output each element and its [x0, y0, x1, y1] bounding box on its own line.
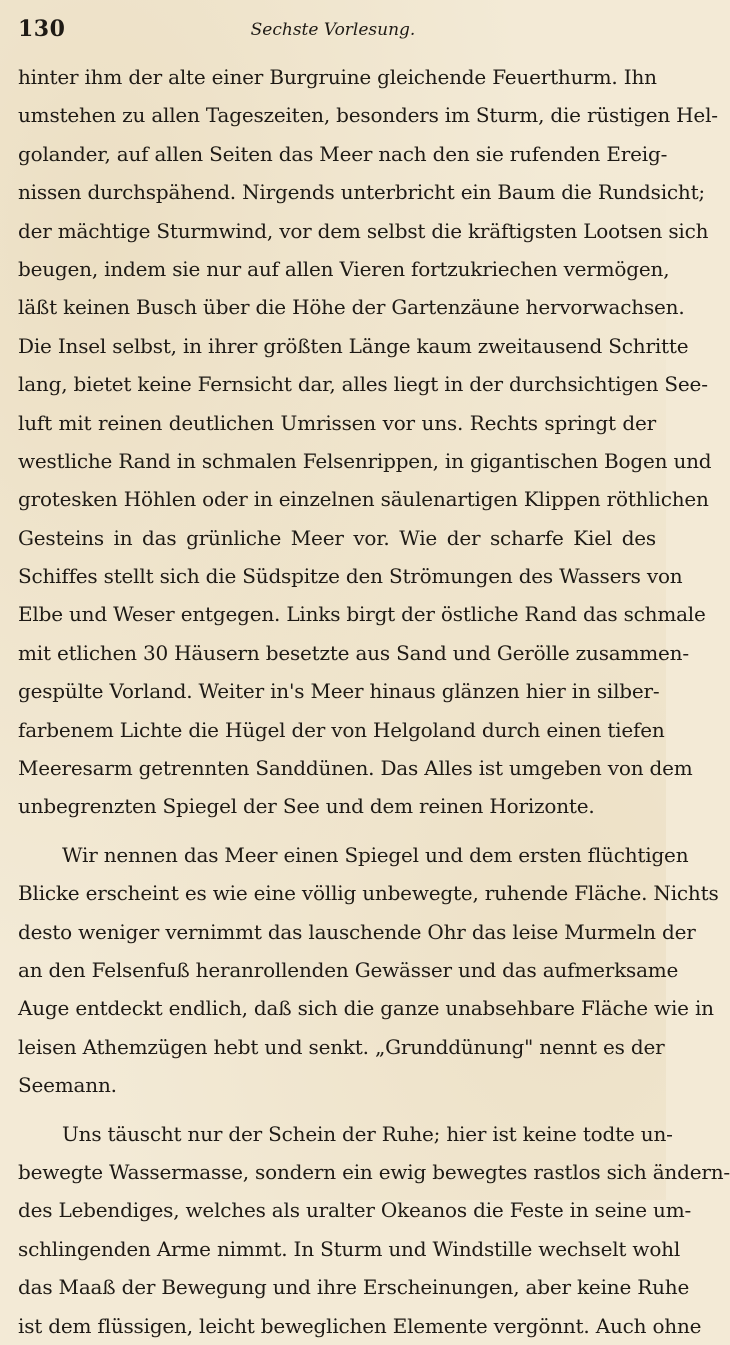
text-line: gespülte Vorland. Weiter in's Meer hinaus glänzen hier in silber-: [18, 679, 660, 704]
page-number: 130: [18, 16, 66, 42]
text-line: Die Insel selbst, in ihrer größten Länge kaum zweitausend Schritte: [18, 333, 689, 358]
text-line: Uns täuscht nur der Schein der Ruhe; hier ist keine todte un-: [62, 1121, 673, 1146]
paragraph: [18, 58, 718, 826]
running-head: [18, 14, 648, 50]
text-line: nissen durchspähend. Nirgends unterbricht ein Baum die Rundsicht;: [18, 180, 705, 205]
paragraph-gap: [18, 1105, 656, 1115]
text-line: luft mit reinen deutlichen Umrissen vor uns. Rechts springt der: [18, 410, 656, 435]
text-line: hinter ihm der alte einer Burgruine gleichende Feuerthurm. Ihn: [18, 65, 657, 89]
text-line: beugen, indem sie nur auf allen Vieren fortzukriechen vermögen,: [18, 256, 670, 281]
text-line: Wir nennen das Meer einen Spiegel und dem ersten flüchtigen: [62, 842, 689, 867]
text-line: schlingenden Arme nimmt. In Sturm und Windstille wechselt wohl: [18, 1236, 681, 1261]
text-line: grotesken Höhlen oder in einzelnen säulenartigen Klippen röthlichen: [18, 487, 709, 512]
text-line: golander, auf allen Seiten das Meer nach den sie rufenden Ereig-: [18, 141, 668, 166]
text-line: Gesteins in das grünliche Meer vor. Wie der scharfe Kiel des: [18, 525, 656, 550]
text-line: unbegrenzten Spiegel der See und dem reinen Horizonte.: [18, 794, 595, 819]
text-line: bewegte Wassermasse, sondern ein ewig bewegtes rastlos sich ändern-: [18, 1159, 730, 1184]
paragraph-gap: [18, 826, 656, 836]
text-line: lang, bietet keine Fernsicht dar, alles liegt in der durchsichtigen See-: [18, 372, 708, 397]
text-line: des Lebendiges, welches als uralter Okeanos die Feste in seine um-: [18, 1198, 692, 1223]
paragraph: [18, 836, 719, 1105]
text-line: ist dem flüssigen, leicht beweglichen Elemente vergönnt. Auch ohne: [18, 1313, 702, 1338]
text-line: der mächtige Sturmwind, vor dem selbst die kräftigsten Lootsen sich: [18, 218, 709, 243]
text-line: Blicke erscheint es wie eine völlig unbewegte, ruhende Fläche. Nichts: [18, 881, 719, 906]
text-line: das Maaß der Bewegung und ihre Erscheinungen, aber keine Ruhe: [18, 1275, 690, 1300]
text-line: läßt keinen Busch über die Höhe der Gartenzäune hervorwachsen.: [18, 295, 685, 320]
text-line: leisen Athemzügen hebt und senkt. „Grunddünung" nennt es der: [18, 1034, 665, 1059]
body-text: [18, 58, 730, 1345]
text-line: Schiffes stellt sich die Südspitze den Strömungen des Wassers von: [18, 564, 683, 589]
chapter-title: Sechste Vorlesung.: [250, 20, 416, 40]
text-line: Meeresarm getrennten Sanddünen. Das Alles ist umgeben von dem: [18, 756, 693, 781]
paragraph: [18, 1115, 730, 1345]
text-line: Elbe und Weser entgegen. Links birgt der östliche Rand das schmale: [18, 602, 706, 627]
text-line: farbenem Lichte die Hügel der von Helgoland durch einen tiefen: [18, 717, 665, 742]
text-line: desto weniger vernimmt das lauschende Ohr das leise Murmeln der: [18, 919, 696, 944]
text-line: Auge entdeckt endlich, daß sich die ganze unabsehbare Fläche wie in: [18, 996, 714, 1021]
text-line: an den Felsenfuß heranrollenden Gewässer und das aufmerksame: [18, 957, 679, 982]
text-line: westliche Rand in schmalen Felsenrippen, in gigantischen Bogen und: [18, 448, 712, 473]
text-line: umstehen zu allen Tageszeiten, besonders im Sturm, die rüstigen Hel-: [18, 103, 718, 128]
text-line: mit etlichen 30 Häusern besetzte aus Sand und Gerölle zusammen-: [18, 640, 689, 665]
text-line: Seemann.: [18, 1073, 117, 1098]
